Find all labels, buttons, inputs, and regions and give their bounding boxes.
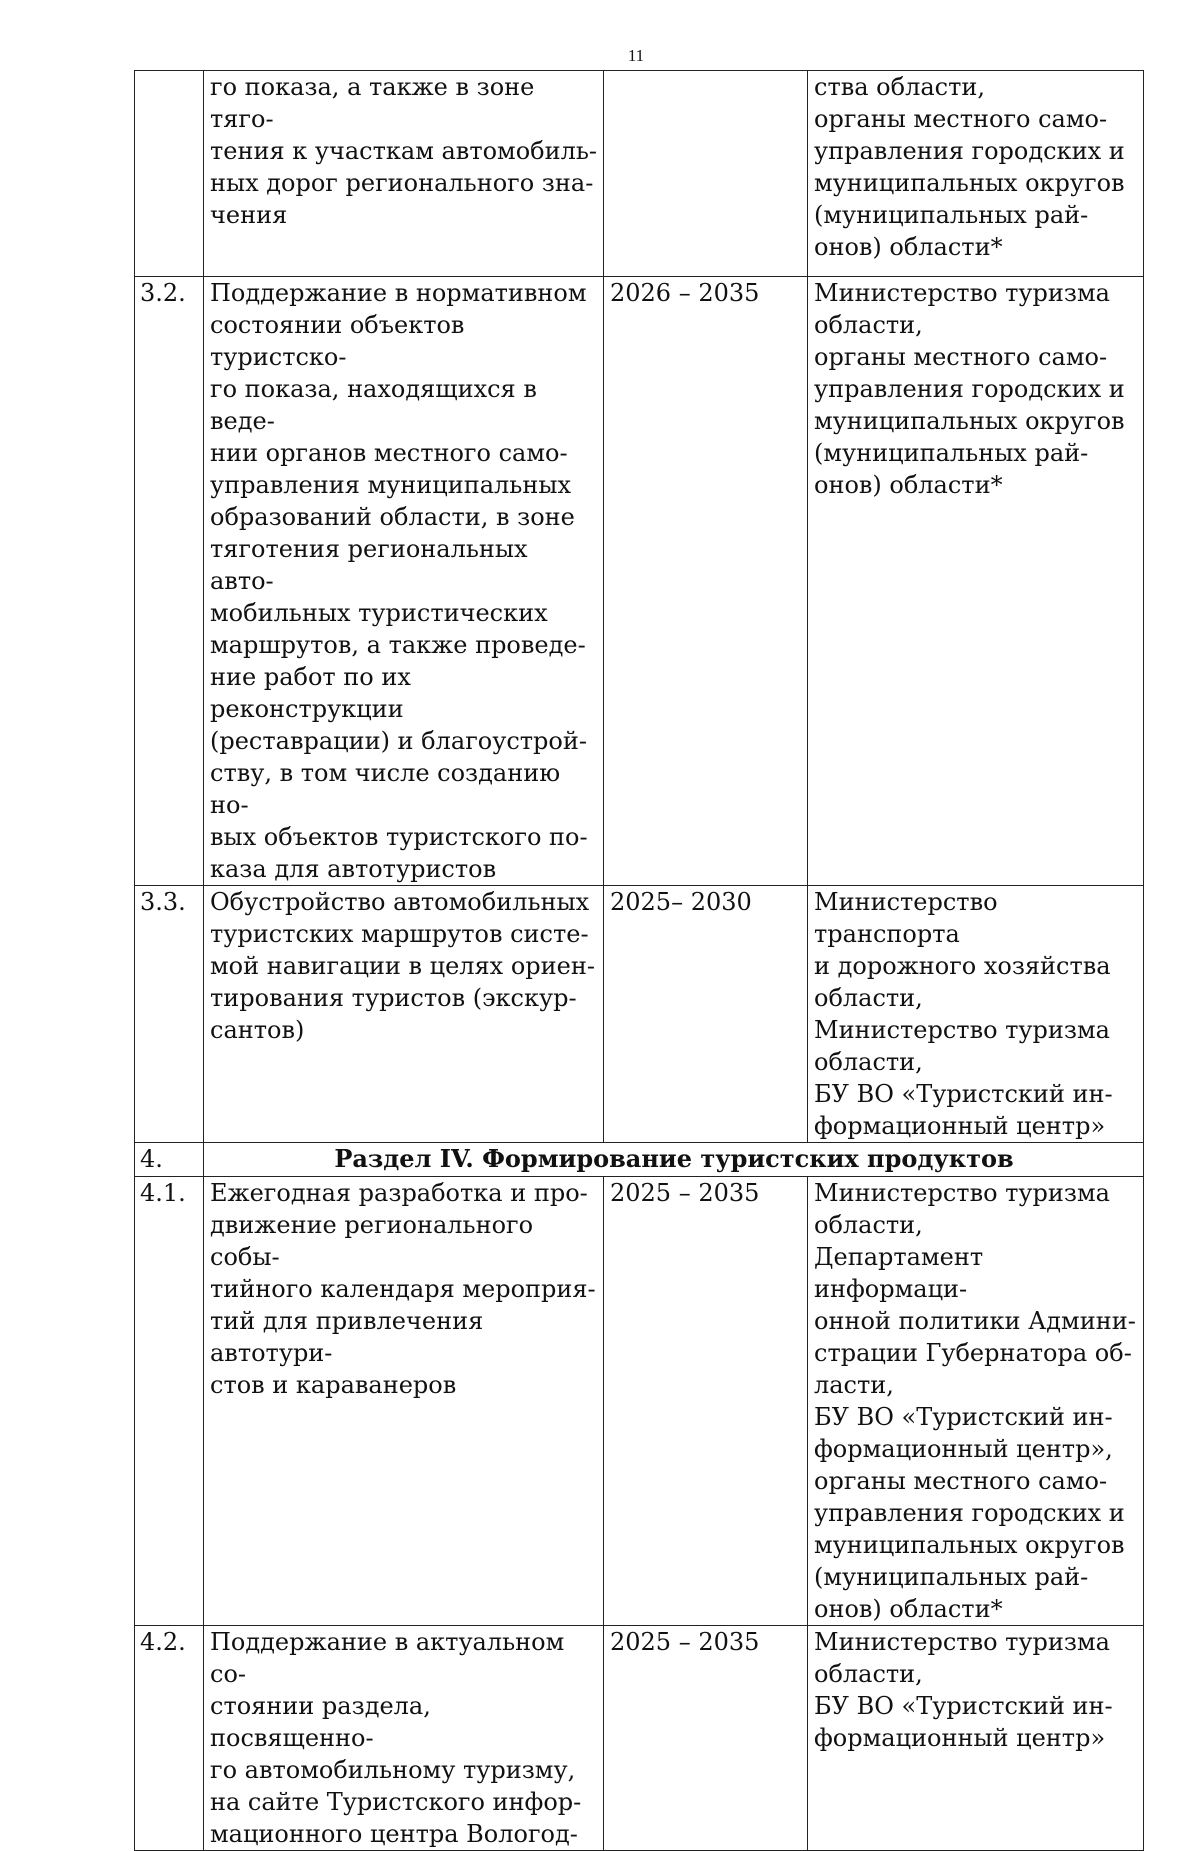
item-number: 3.2. bbox=[135, 277, 204, 886]
period: 2025– 2030 bbox=[604, 886, 808, 1143]
responsible-parties: Министерство туризма области, Департамент информаци- онной политики Админи- страции Губернатора об- ласти, БУ ВО «Туристский ин- формационный центр», органы местного само- управления городских и муниципальных округов (муниципальных рай- онов) области* bbox=[808, 1177, 1144, 1626]
section-title: Раздел IV. Формирование туристских продуктов bbox=[204, 1143, 1144, 1177]
responsible-parties: Министерство туризма области, БУ ВО «Туристский ин- формационный центр» bbox=[808, 1626, 1144, 1851]
section-header-row bbox=[135, 1143, 1144, 1177]
event-description: Поддержание в актуальном со- стоянии раздела, посвященно- го автомобильному туризму, на сайте Туристского инфор- мационного центра Вологод- bbox=[204, 1626, 604, 1851]
responsible-parties: ства области, органы местного само- управления городских и муниципальных округов (муниципальных рай- онов) области* bbox=[808, 71, 1144, 277]
item-number bbox=[135, 71, 204, 277]
item-number: 3.3. bbox=[135, 886, 204, 1143]
responsible-parties: Министерство транспорта и дорожного хозяйства области, Министерство туризма области, БУ ВО «Туристский ин- формационный центр» bbox=[808, 886, 1144, 1143]
item-number: 4.2. bbox=[135, 1626, 204, 1851]
period: 2025 – 2035 bbox=[604, 1626, 808, 1851]
period: 2025 – 2035 bbox=[604, 1177, 808, 1626]
table-row bbox=[135, 1626, 1144, 1851]
measures-table bbox=[134, 70, 1144, 1851]
event-description: Обустройство автомобильных туристских маршрутов систе- мой навигации в целях ориен- тирования туристов (экскур- сантов) bbox=[204, 886, 604, 1143]
item-number: 4. bbox=[135, 1143, 204, 1177]
event-description: Поддержание в нормативном состоянии объектов туристско- го показа, находящихся в веде- нии органов местного само- управления муниципальных образований области, в зоне тяготения региональных авто- мобильных туристических маршрутов, а также проведе- ние работ по их реконструкции (реставрации) и благоустрой- ству, в том числе созданию но- вых объектов туристского по- каза для автотуристов bbox=[204, 277, 604, 886]
event-description: го показа, а также в зоне тяго- тения к участкам автомобиль- ных дорог регионального зна- чения bbox=[204, 71, 604, 277]
item-number: 4.1. bbox=[135, 1177, 204, 1626]
table-row bbox=[135, 886, 1144, 1143]
table-row bbox=[135, 1177, 1144, 1626]
table-row bbox=[135, 277, 1144, 886]
event-description: Ежегодная разработка и про- движение регионального собы- тийного календаря мероприя- тий для привлечения автотури- стов и караванеров bbox=[204, 1177, 604, 1626]
page-number: 11 bbox=[627, 46, 645, 65]
period: 2026 – 2035 bbox=[604, 277, 808, 886]
period bbox=[604, 71, 808, 277]
table-row bbox=[135, 71, 1144, 277]
responsible-parties: Министерство туризма области, органы местного само- управления городских и муниципальных округов (муниципальных рай- онов) области* bbox=[808, 277, 1144, 886]
